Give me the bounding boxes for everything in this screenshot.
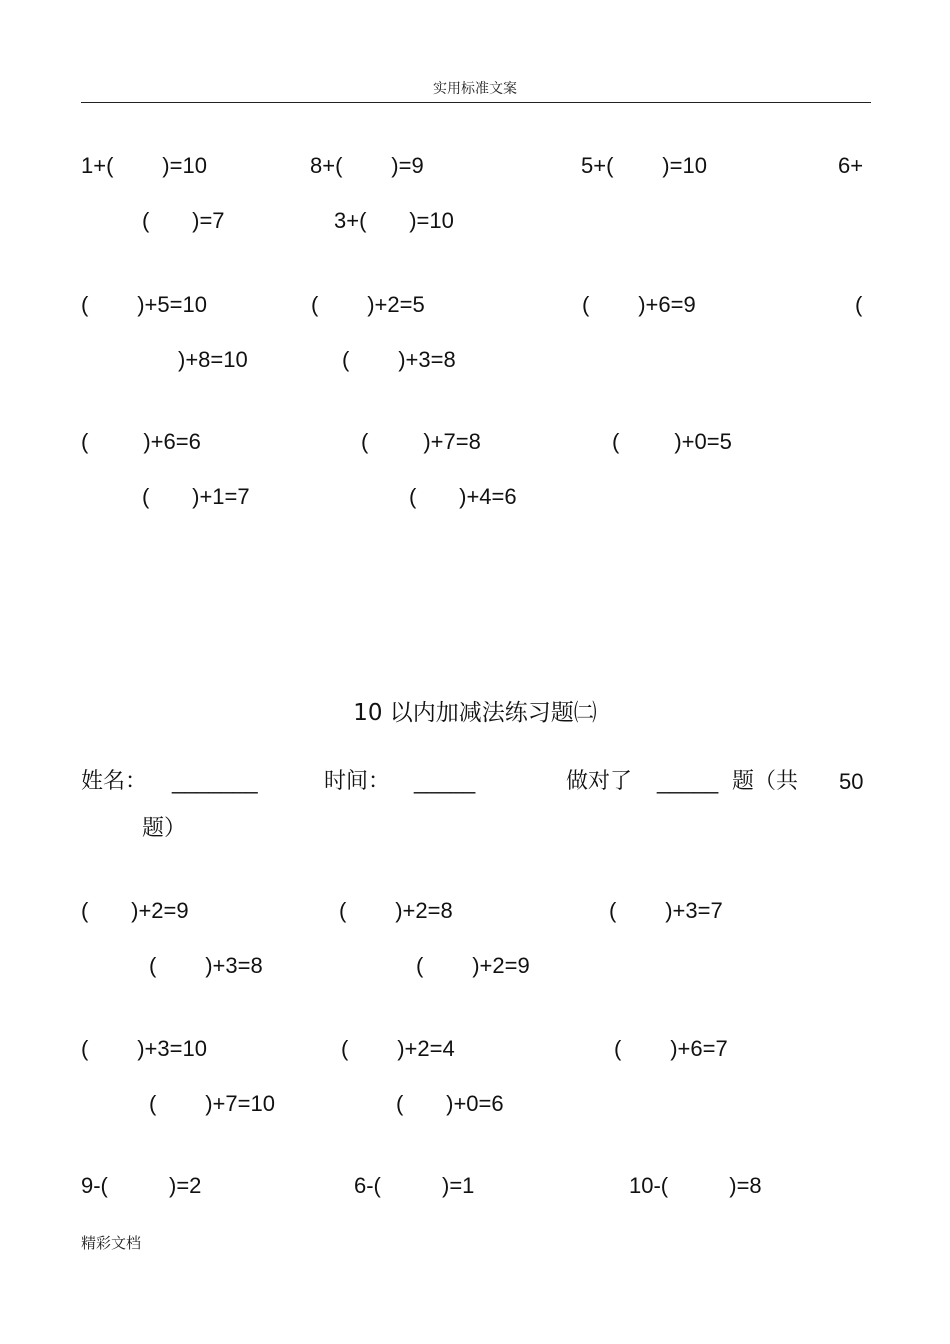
header-rule	[81, 102, 871, 103]
time-blank: _____	[414, 769, 476, 794]
problem: ( )+0=6	[396, 1091, 504, 1116]
problem: 6+	[838, 153, 864, 178]
problem: ( )+2=9	[416, 953, 530, 978]
problem: (	[855, 292, 863, 317]
problem: ( )+6=7	[614, 1036, 728, 1061]
problem: 5+( )=10	[581, 153, 707, 178]
total-count: 50	[839, 769, 864, 794]
page-header: 实用标准文案	[433, 81, 517, 97]
total-suffix: 题）	[142, 816, 187, 841]
problem: ( )+2=4	[341, 1036, 455, 1061]
problem: ( )+6=6	[81, 429, 201, 454]
problem: 3+( )=10	[334, 208, 454, 233]
problem: 9-( )=2	[81, 1173, 202, 1198]
problem: ( )+5=10	[81, 292, 207, 317]
worksheet-title: 10 以内加减法练习题㈡	[353, 700, 597, 726]
problem: 1+( )=10	[81, 153, 207, 178]
problem: ( )+1=7	[142, 484, 250, 509]
problem: 10-( )=8	[629, 1173, 762, 1198]
problem: ( )+2=9	[81, 898, 189, 923]
problem: 6-( )=1	[354, 1173, 475, 1198]
problem: ( )+3=8	[149, 953, 263, 978]
problem: 8+( )=9	[310, 153, 424, 178]
time-label: 时间：	[324, 769, 391, 794]
problem: ( )+0=5	[612, 429, 732, 454]
correct-blank: _____	[657, 769, 719, 794]
total-label: 题（共	[732, 769, 799, 794]
problem: ( )+7=10	[149, 1091, 275, 1116]
correct-label: 做对了	[566, 769, 633, 794]
problem: ( )=7	[142, 208, 225, 233]
problem: ( )+3=8	[342, 347, 456, 372]
problem: ( )+7=8	[361, 429, 481, 454]
problem: )+8=10	[178, 347, 248, 372]
name-blank: _______	[172, 769, 258, 794]
name-label: 姓名：	[81, 769, 148, 794]
page-footer: 精彩文档	[81, 1234, 142, 1252]
problem: ( )+4=6	[409, 484, 517, 509]
problem: ( )+2=8	[339, 898, 453, 923]
problem: ( )+2=5	[311, 292, 425, 317]
problem: ( )+6=9	[582, 292, 696, 317]
problem: ( )+3=10	[81, 1036, 207, 1061]
problem: ( )+3=7	[609, 898, 723, 923]
